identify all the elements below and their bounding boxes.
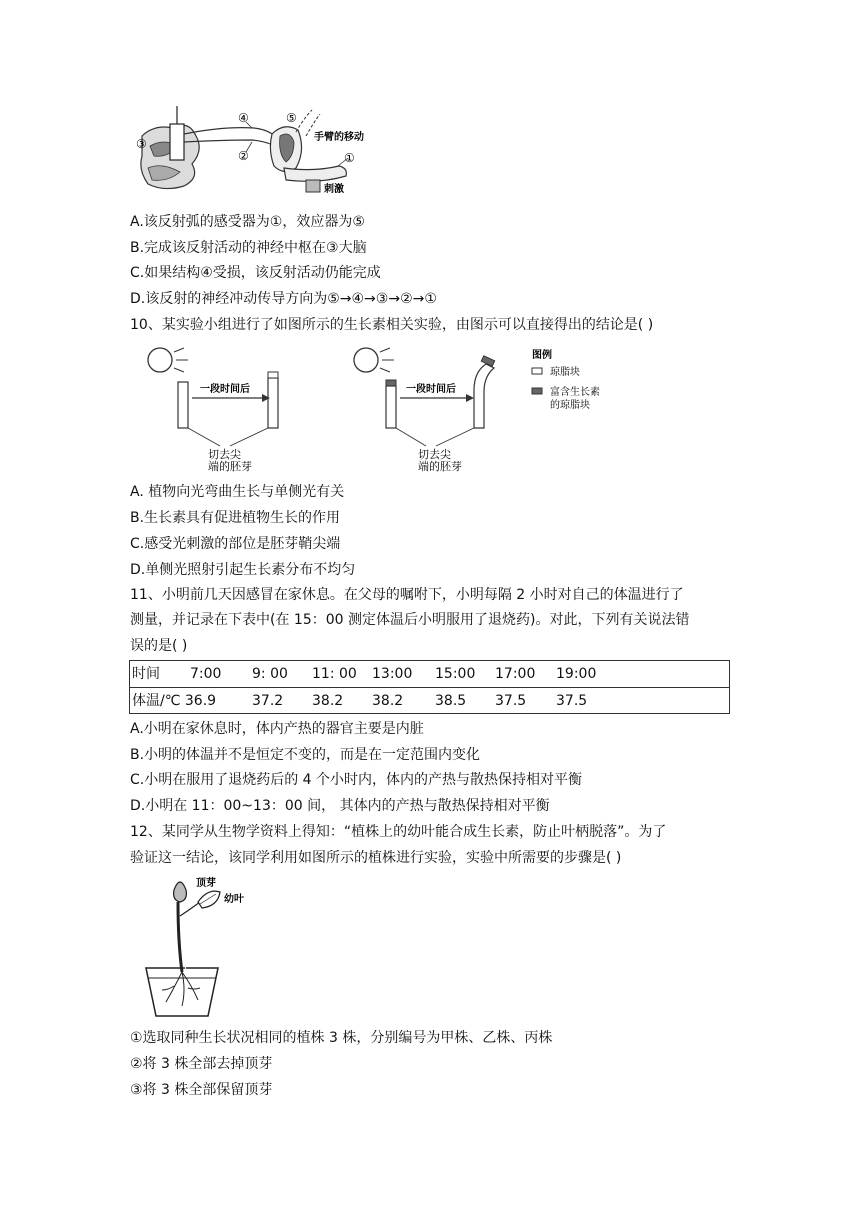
- q9-option-c: C.如果结构④受损，该反射活动仍能完成: [130, 265, 381, 281]
- seedling-left: 端的胚芽: [208, 460, 252, 472]
- q10-option-a: A. 植物向光弯曲生长与单侧光有关: [130, 484, 345, 500]
- stimulus-label: 刺激: [324, 184, 344, 195]
- table-cell: 7:00: [190, 666, 222, 682]
- table-cell: 38.5: [435, 693, 467, 709]
- table-cell: 17:00: [495, 666, 536, 682]
- legend-title: 图例: [532, 350, 552, 361]
- table-row-temperature: [130, 688, 729, 714]
- q10-stem: 10、某实验小组进行了如图所示的生长素相关实验，由图示可以直接得出的结论是( ): [130, 317, 654, 333]
- q12-step-3: ③将 3 株全部保留顶芽: [130, 1082, 273, 1098]
- table-cell: 37.5: [556, 693, 588, 709]
- table-cell: 时间: [132, 666, 160, 682]
- reflex-arc-figure: [134, 106, 394, 196]
- q12-step-2: ②将 3 株全部去掉顶芽: [130, 1056, 273, 1072]
- q12-stem-line-1: 12、某同学从生物学资料上得知：“植株上的幼叶能合成生长素，防止叶柄脱落”。为了: [130, 824, 667, 840]
- seedling-right: 端的胚芽: [418, 460, 462, 472]
- label-3: ③: [136, 137, 147, 151]
- bud-label: 顶芽: [196, 878, 216, 889]
- q10-option-c: C.感受光刺激的部位是胚芽鞘尖端: [130, 536, 341, 552]
- label-4: ④: [238, 111, 249, 125]
- experiment-left: [148, 348, 278, 472]
- q10-option-b: B.生长素具有促进植物生长的作用: [130, 510, 341, 526]
- q11-option-c: C.小明在服用了退烧药后的 4 个小时内，体内的产热与散热保持相对平衡: [130, 772, 583, 788]
- legend-auxin-1: 富含生长素: [550, 387, 600, 398]
- table-cell: 37.2: [252, 693, 284, 709]
- auxin-experiment-figure: [134, 342, 624, 472]
- q11-option-a: A.小明在家休息时，体内产热的器官主要是内脏: [130, 721, 424, 737]
- table-cell: 37.5: [495, 693, 527, 709]
- q11-stem-line-3: 误的是( ): [130, 638, 188, 654]
- cut-tip-left: 切去尖: [208, 448, 241, 461]
- label-1: ①: [344, 151, 355, 165]
- q11-stem-line-1: 11、小明前几天因感冒在家休息。在父母的嘱咐下，小明每隔 2 小时对自己的体温进行了: [130, 587, 684, 603]
- plant-figure: [138, 872, 268, 1020]
- experiment-right: [354, 348, 495, 472]
- legend-agar: 琼脂块: [550, 367, 580, 378]
- label-2: ②: [238, 149, 249, 163]
- cut-tip-right: 切去尖: [418, 448, 451, 461]
- table-cell: 19:00: [556, 666, 597, 682]
- label-5: ⑤: [286, 111, 297, 125]
- table-cell: 38.2: [312, 693, 344, 709]
- q12-step-1: ①选取同种生长状况相同的植株 3 株，分别编号为甲株、乙株、丙株: [130, 1030, 553, 1046]
- q9-option-a: A.该反射弧的感受器为①，效应器为⑤: [130, 214, 365, 230]
- table-cell: 15:00: [435, 666, 476, 682]
- leaf-label: 幼叶: [224, 894, 244, 905]
- arm-move-label: 手臂的移动: [314, 132, 364, 143]
- q9-option-b: B.完成该反射活动的神经中枢在③大脑: [130, 240, 367, 256]
- legend-auxin-2: 的琼脂块: [550, 400, 590, 411]
- temperature-table: [129, 660, 730, 714]
- q11-option-d: D.小明在 11：00~13：00 间， 其体内的产热与散热保持相对平衡: [130, 798, 550, 814]
- q11-stem-line-2: 测量，并记录在下表中(在 15：00 测定体温后小明服用了退烧药)。对此，下列有关说法错: [130, 612, 690, 628]
- table-cell: 11: 00: [312, 666, 357, 682]
- q10-option-d: D.单侧光照射引起生长素分布不均匀: [130, 562, 356, 578]
- q11-option-b: B.小明的体温并不是恒定不变的，而是在一定范围内变化: [130, 747, 481, 763]
- q9-option-d: D.该反射的神经冲动传导方向为⑤→④→③→②→①: [130, 291, 437, 307]
- table-cell: 13:00: [372, 666, 413, 682]
- table-cell: 9: 00: [252, 666, 288, 682]
- table-cell: 38.2: [372, 693, 404, 709]
- table-cell: 体温/℃ 36.9: [132, 693, 217, 709]
- arrow-text-right: 一段时间后: [406, 384, 456, 395]
- figure-legend: [532, 348, 600, 411]
- arrow-text-left: 一段时间后: [200, 384, 250, 395]
- table-row-time: [130, 661, 729, 688]
- q12-stem-line-2: 验证这一结论，该同学利用如图所示的植株进行实验，实验中所需要的步骤是( ): [130, 850, 622, 866]
